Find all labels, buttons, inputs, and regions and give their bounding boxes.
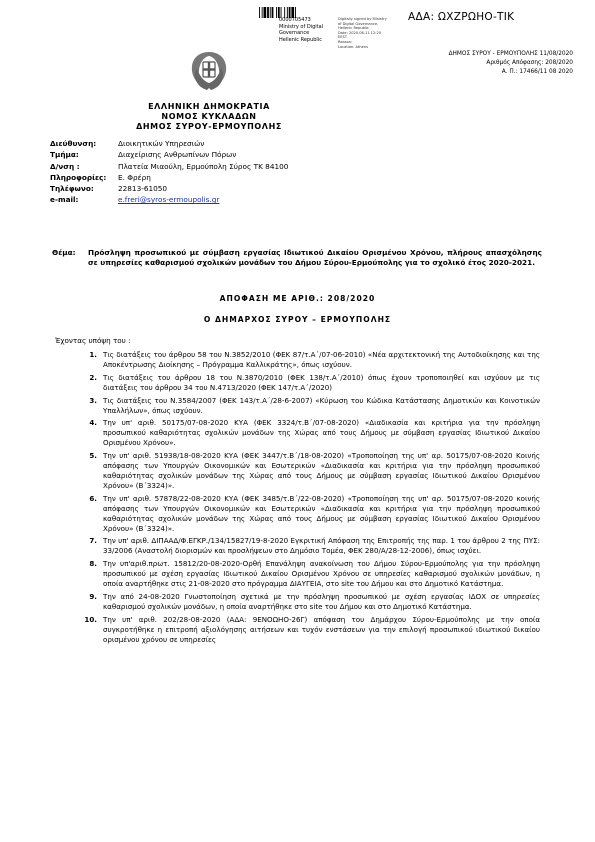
item-number: 10. [84,614,97,624]
barcode-bar [270,7,271,18]
item-number: 5. [89,451,97,461]
barcode-number: 0000705473 [279,17,311,23]
signature-detail: of Digital Governance, [338,21,379,26]
contact-label: Δ/νση : [50,161,80,171]
contact-details [50,138,288,206]
contact-value: Πλατεία Μιαούλη, Ερμούπολη Σύρος ΤΚ 84100 [118,161,289,171]
considerations-list [55,350,540,647]
contact-value: Διαχείρισης Ανθρωπίνων Πόρων [118,150,237,160]
contact-row-address [50,161,288,172]
contact-row-directorate [50,138,288,149]
contact-value: 22813-61050 [118,184,168,194]
item-text: Την υπ' αριθ. 57878/22-08-2020 ΚΥΑ (ΦΕΚ 3485/τ.Β΄/22-08-2020) «Τροποποίηση της υπ' αρ. 50175/07-08-2020 κοινής απόφασης των Υπουργών Οικονομικών και Εσωτερικών «Διαδικασία και κριτήρια για την πρόσληψη προσωπικού καθαριότητας σχολικών μονάδων της Χώρας από τους Δήμους με σύμβαση εργασίας Ιδιωτικού Δικαίου Ορισμένου Χρόνου» (Β΄3324)». [103,493,540,533]
contact-label: e-mail: [50,195,79,205]
contact-value: Διοικητικών Υπηρεσιών [118,139,205,148]
signature-detail: EEST [338,35,348,40]
list-item [55,559,540,589]
signature-line: Governance [279,30,310,37]
barcode-bar [267,7,269,18]
authority-line-republic: ΕΛΛΗΝΙΚΗ ΔΗΜΟΚΡΑΤΙΑ [148,102,270,111]
list-item [55,451,540,491]
subject-text: Πρόσληψη προσωπικού με σύμβαση εργασίας Ιδιωτικού Δικαίου Ορισμένου Χρόνου, πλήρους απασχόλησης σε υπηρεσίες καθαρισμού σχολικών μονάδων του Δήμου Σύρου-Ερμούπολης για το σχολικό έτος 2020-2021. [88,248,542,267]
list-item [55,350,540,370]
item-number: 4. [89,418,97,428]
greek-emblem-icon [186,48,232,94]
list-item [55,396,540,416]
preamble: Έχοντας υπόψη του : [55,336,131,345]
contact-value: Ε. Φρέρη [118,172,151,182]
item-number: 2. [89,372,97,382]
contact-label: Τμήμα: [50,150,79,160]
contact-row-info [50,172,288,183]
protocol-number: Α. Π.: 17466/11 08 2020 [501,68,573,75]
item-number: 7. [89,536,97,546]
signature-detail: Digitally signed by Ministry [338,17,387,21]
list-item [55,494,540,534]
item-number: 3. [89,395,97,405]
municipality-date: ΔΗΜΟΣ ΣΥΡΟΥ - ΕΡΜΟΥΠΟΛΗΣ 11/08/2020 [448,51,573,57]
mayor-title: Ο ΔΗΜΑΡΧΟΣ ΣΥΡΟΥ – ΕΡΜΟΥΠΟΛΗΣ [203,315,392,324]
barcode-bar [276,7,277,18]
signature-detail: Reason: [338,39,353,44]
authority-line-prefecture: ΝΟΜΟΣ ΚΥΚΛΑΔΩΝ [161,112,257,121]
list-item [55,373,540,393]
decision-title: ΑΠΟΦΑΣΗ ΜΕ ΑΡΙΘ.: 208/2020 [219,294,376,303]
contact-label: Τηλέφωνο: [50,184,94,194]
digital-signature-block [279,17,323,43]
item-number: 6. [89,493,97,503]
list-item [55,615,540,645]
signature-detail: Location: Athens [338,44,368,49]
item-text: Τις διατάξεις του άρθρου 58 του Ν.3852/2010 (ΦΕΚ 87/τ.Α΄/07-06-2010) «Νέα αρχιτεκτονική της Αυτοδιοίκησης και της Αποκέντρωσης Διοίκησης – Πρόγραμμα Καλλικράτης», όπως ισχύουν. [103,350,540,369]
issuing-authority [114,102,304,132]
signature-detail: Date: 2020.08.11 12:20 [338,30,382,35]
contact-label: Πληροφορίες: [50,172,107,182]
signature-line: Ministry of Digital [279,23,324,30]
signature-details [338,17,387,49]
item-text: Την από 24-08-2020 Γνωστοποίηση σχετικά με την πρόσληψη προσωπικού με σχέση εργασίας ΙΔΟΧ σε υπηρεσίες καθαρισμού σχολικών μονάδων, η οποία αναρτήθηκε στο site του Δήμου και στο Δημοτικό Κατάστημα. [103,591,540,611]
item-text: Τις διατάξεις του άρθρου 18 του Ν.3870/2010 (ΦΕΚ 138/τ.Α΄/2010) όπως έχουν τροποποιηθεί και ισχύουν με τις διατάξεις του άρθρου 34 του Ν.4713/2020 (ΦΕΚ 147/τ.Α΄/2020) [103,372,540,392]
list-item [55,536,540,556]
decision-number: Αριθμός Απόφασης: 208/2020 [486,59,573,66]
item-number: 9. [89,591,97,601]
ada-code: ΑΔΑ: ΩΧΖΡΩΗΟ-ΤΙΚ [408,11,515,23]
item-text: Την υπ' αριθ. ΔΙΠΑΑΔ/Φ.ΕΓΚΡ./134/15827/19-8-2020 Εγκριτική Απόφαση της Επιτροπής της παρ. 1 του άρθρου 2 της ΠΥΣ: 33/2006 (Αναστολή διορισμών και προσλήψεων στο Δημόσιο Τομέα, ΦΕΚ 280/Α/28-12-2006), όπως ισχύει. [103,536,540,556]
item-text: Την υπ' αριθ. 51938/18-08-2020 ΚΥΑ (ΦΕΚ 3447/τ.Β΄/18-08-2020) «Τροποποίηση της υπ' αρ. 50175/07-08-2020 Κοινής απόφασης των Υπουργών Οικονομικών και Εσωτερικών «Διαδικασία και κριτήρια για την πρόσληψη προσωπικού καθαριότητας σχολικών μονάδων της Χώρας από τους Δήμους με σύμβαση εργασίας Ιδιωτικού Δικαίου Ορισμένου Χρόνου» (Β΄3324)». [103,451,540,490]
contact-label: Διεύθυνση: [50,139,97,148]
item-text: Την υπ' αριθ. 50175/07-08-2020 ΚΥΑ (ΦΕΚ 3324/τ.Β΄/07-08-2020) «Διαδικασία και κριτήρια για την πρόσληψη προσωπικού καθαριότητας σχολικών μονάδων της Χώρας από τους Δήμους με σύμβαση εργασίας Ιδιωτικού Δικαίου Ορισμένου Χρόνου». [103,418,540,448]
contact-row-phone [50,183,288,194]
signature-line: Hellenic Republic [279,36,322,43]
document-meta [449,50,573,76]
contact-row-department [50,149,288,160]
barcode-bar [272,7,274,18]
list-item [55,592,540,612]
item-text: Τις διατάξεις του Ν.3584/2007 (ΦΕΚ 143/τ.Α΄/28-6-2007) «Κύρωση του Κώδικα Κατάστασης Δημοτικών και Κοινοτικών Υπαλλήλων», όπως ισχύουν. [103,395,540,415]
subject-block [52,248,542,268]
subject-label: Θέμα: [52,248,76,257]
authority-line-municipality: ΔΗΜΟΣ ΣΥΡΟΥ-ΕΡΜΟΥΠΟΛΗΣ [136,122,282,131]
item-number: 1. [89,350,97,359]
item-number: 8. [89,559,97,569]
email-link[interactable]: e.freri@syros-ermoupolis.gr [118,195,220,205]
barcode-bar [259,7,260,18]
list-item [55,418,540,448]
contact-row-email [50,194,288,205]
item-text: Την υπ'αριθ.πρωτ. 15812/20-08-2020-Ορθή Επανάληψη ανακοίνωση του Δήμου Σύρου-Ερμούπολης για την πρόσληψη προσωπικού με σχέση εργασίας Ιδιωτικού Δικαίου Ορισμένου Χρόνου σε υπηρεσίες καθαρισμού σχολικών μονάδων, η οποία αναρτήθηκε στις 21-08-2020 στο πρόγραμμα ΔΙΑΥΓΕΙΑ, στο site του Δήμου και στο Δημοτικό Κατάστημα. [103,559,540,589]
barcode-bar [262,7,263,18]
signature-detail: Hellenic Republic [338,26,369,31]
item-text: Την υπ' αριθ. 202/28-08-2020 (ΑΔΑ: 9ΕΝΟΩΗΟ-26Γ) απόφαση του Δημάρχου Σύρου-Ερμούπολης με την οποία συγκροτήθηκε η επιτροπή αξιολόγησης αιτήσεων και τυχόν ενστάσεων για την επιλογή προσωπικού ιδιωτικού δικαίου ορισμένου χρόνου σε υπηρεσίες [103,614,540,644]
barcode-bar [264,7,267,18]
